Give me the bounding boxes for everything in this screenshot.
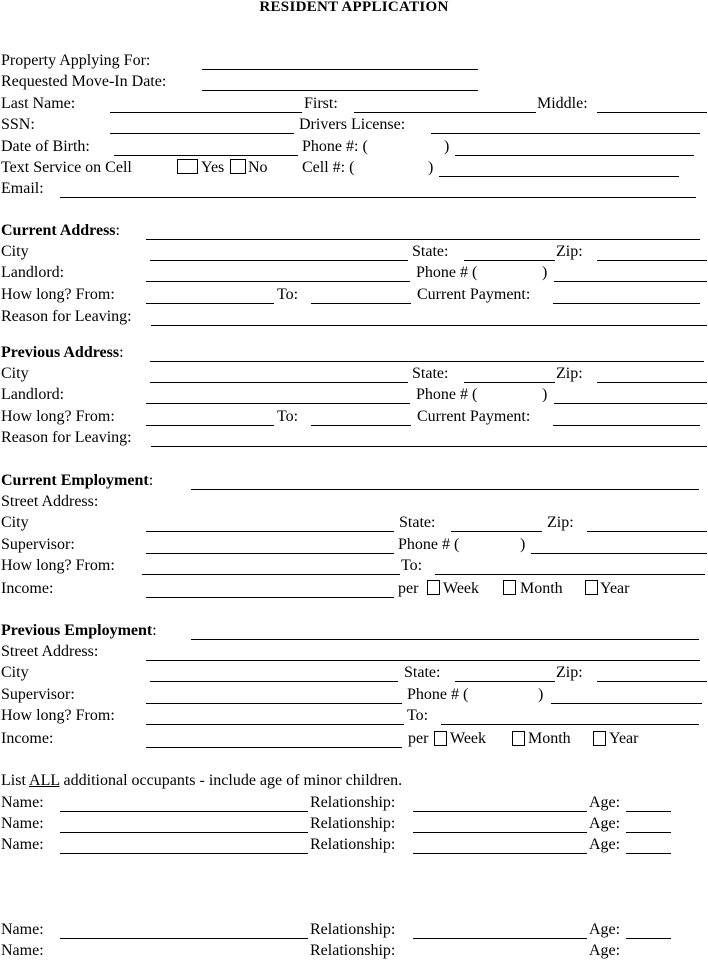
cell-paren: ) — [428, 159, 434, 176]
occupant-name-field[interactable] — [60, 853, 308, 854]
occupant-age-label: Age: — [589, 815, 621, 832]
current-emp-from-field[interactable] — [142, 574, 400, 575]
previous-month-checkbox[interactable] — [512, 731, 525, 746]
previous-emp-to-field[interactable] — [441, 724, 699, 725]
email-field[interactable] — [60, 197, 696, 198]
email-label: Email: — [1, 180, 44, 197]
previous-supervisor-label: Supervisor: — [1, 686, 75, 703]
current-state-field[interactable] — [464, 260, 555, 261]
previous-emp-zip-field[interactable] — [597, 681, 707, 682]
previous-from-field[interactable] — [146, 425, 274, 426]
previous-to-label: To: — [277, 408, 299, 425]
occupant-name-field[interactable] — [60, 811, 308, 812]
occupant-name-field[interactable] — [60, 938, 308, 939]
previous-week-checkbox[interactable] — [434, 731, 447, 746]
current-emp-state-label: State: — [399, 514, 436, 531]
occupant-relationship-field[interactable] — [413, 832, 587, 833]
previous-landlord-label: Landlord: — [1, 386, 65, 403]
current-emp-phone-field[interactable] — [531, 553, 707, 554]
previous-landlord-phone-paren: ) — [542, 386, 548, 403]
current-city-label: City — [1, 243, 29, 260]
current-emp-city-label: City — [1, 514, 29, 531]
occupant-name-field[interactable] — [60, 832, 308, 833]
previous-year-checkbox[interactable] — [593, 731, 606, 746]
previous-to-field[interactable] — [311, 425, 411, 426]
current-to-label: To: — [277, 286, 299, 303]
previous-landlord-phone-label: Phone # ( — [416, 386, 478, 403]
current-payment-label: Current Payment: — [417, 286, 531, 303]
current-landlord-phone-paren: ) — [542, 264, 548, 281]
text-yes-label: Yes — [201, 159, 225, 176]
current-zip-label: Zip: — [556, 243, 583, 260]
occupant-age-field[interactable] — [626, 811, 671, 812]
previous-emp-city-label: City — [1, 664, 29, 681]
previous-zip-label: Zip: — [556, 365, 583, 382]
middle-name-field[interactable] — [597, 112, 707, 113]
current-emp-state-field[interactable] — [451, 531, 542, 532]
current-emp-street-label: Street Address: — [1, 493, 99, 510]
property-label: Property Applying For: — [1, 52, 151, 69]
occupant-age-label: Age: — [589, 794, 621, 811]
current-howlong-label: How long? From: — [1, 286, 115, 303]
cell-label: Cell #: ( — [302, 159, 355, 176]
occupant-relationship-field[interactable] — [413, 938, 587, 939]
occupant-name-label: Name: — [1, 836, 44, 853]
previous-city-label: City — [1, 365, 29, 382]
previous-emp-phone-field[interactable] — [551, 703, 702, 704]
previous-state-label: State: — [412, 365, 449, 382]
occupant-relationship-label: Relationship: — [310, 836, 396, 853]
current-address-heading: Current Address: — [1, 222, 120, 239]
text-service-label: Text Service on Cell — [1, 159, 132, 176]
occupant-age-label: Age: — [589, 836, 621, 853]
previous-emp-city-field[interactable] — [150, 681, 398, 682]
current-week-checkbox[interactable] — [427, 580, 440, 595]
current-reason-label: Reason for Leaving: — [1, 308, 132, 325]
occupant-age-field[interactable] — [626, 938, 671, 939]
occupant-age-label: Age: — [589, 921, 621, 938]
previous-zip-field[interactable] — [597, 382, 707, 383]
movein-field[interactable] — [202, 90, 478, 91]
dob-label: Date of Birth: — [1, 138, 90, 155]
previous-landlord-phone-field[interactable] — [554, 403, 707, 404]
movein-label: Requested Move-In Date: — [1, 73, 167, 90]
text-no-label: No — [248, 159, 268, 176]
current-emp-howlong-label: How long? From: — [1, 557, 115, 574]
phone-label: Phone #: ( — [302, 138, 368, 155]
current-year-checkbox[interactable] — [585, 580, 598, 595]
current-week-label: Week — [443, 580, 480, 597]
drivers-license-label: Drivers License: — [299, 116, 406, 133]
current-employment-heading: Current Employment: — [1, 472, 154, 489]
current-address-field[interactable] — [146, 239, 700, 240]
current-income-per: per — [398, 580, 419, 597]
current-emp-to-field[interactable] — [435, 574, 705, 575]
previous-emp-howlong-label: How long? From: — [1, 707, 115, 724]
ssn-field[interactable] — [110, 133, 294, 134]
form-title: RESIDENT APPLICATION — [259, 0, 449, 15]
previous-emp-to-label: To: — [407, 707, 429, 724]
previous-emp-state-field[interactable] — [455, 681, 555, 682]
previous-emp-phone-label: Phone # ( — [407, 686, 469, 703]
text-no-checkbox[interactable] — [230, 159, 246, 174]
current-payment-field[interactable] — [553, 303, 700, 304]
occupant-relationship-label: Relationship: — [310, 942, 396, 959]
current-income-field[interactable] — [146, 597, 394, 598]
occupant-age-label: Age: — [589, 942, 621, 959]
middle-name-label: Middle: — [537, 95, 588, 112]
previous-supervisor-field[interactable] — [146, 703, 402, 704]
first-name-field[interactable] — [354, 112, 536, 113]
previous-month-label: Month — [528, 730, 571, 747]
occupant-age-field[interactable] — [626, 832, 671, 833]
cell-field[interactable] — [439, 176, 679, 177]
previous-payment-field[interactable] — [553, 425, 700, 426]
occupant-relationship-label: Relationship: — [310, 815, 396, 832]
current-to-field[interactable] — [311, 303, 411, 304]
occupant-age-field[interactable] — [626, 853, 671, 854]
previous-emp-state-label: State: — [404, 664, 441, 681]
previous-state-field[interactable] — [464, 382, 555, 383]
previous-address-field[interactable] — [150, 361, 704, 362]
occupant-relationship-label: Relationship: — [310, 921, 396, 938]
previous-howlong-label: How long? From: — [1, 408, 115, 425]
current-state-label: State: — [412, 243, 449, 260]
previous-emp-street-label: Street Address: — [1, 643, 99, 660]
current-month-label: Month — [520, 580, 563, 597]
occupant-relationship-field[interactable] — [413, 853, 587, 854]
previous-employment-heading: Previous Employment: — [1, 622, 157, 639]
previous-emp-zip-label: Zip: — [556, 664, 583, 681]
current-zip-field[interactable] — [597, 260, 707, 261]
current-reason-field[interactable] — [151, 325, 707, 326]
previous-reason-field[interactable] — [151, 446, 707, 447]
current-employer-field[interactable] — [191, 489, 699, 490]
current-landlord-phone-label: Phone # ( — [416, 264, 478, 281]
text-yes-checkbox[interactable] — [177, 159, 198, 174]
current-emp-phone-label: Phone # ( — [398, 536, 460, 553]
previous-employer-field[interactable] — [191, 639, 699, 640]
previous-income-field[interactable] — [146, 747, 402, 748]
current-landlord-phone-field[interactable] — [554, 281, 707, 282]
current-income-label: Income: — [1, 580, 54, 597]
current-supervisor-label: Supervisor: — [1, 536, 75, 553]
previous-city-field[interactable] — [150, 382, 408, 383]
previous-year-label: Year — [609, 730, 639, 747]
previous-address-heading: Previous Address: — [1, 344, 124, 361]
previous-income-label: Income: — [1, 730, 54, 747]
first-name-label: First: — [304, 95, 338, 112]
previous-reason-label: Reason for Leaving: — [1, 429, 132, 446]
previous-emp-street-field[interactable] — [146, 660, 700, 661]
property-field[interactable] — [202, 69, 478, 70]
current-emp-zip-label: Zip: — [547, 514, 574, 531]
current-landlord-label: Landlord: — [1, 264, 65, 281]
dob-field[interactable] — [114, 155, 298, 156]
previous-income-per: per — [408, 730, 429, 747]
current-year-label: Year — [600, 580, 630, 597]
previous-emp-phone-paren: ) — [538, 686, 544, 703]
drivers-license-field[interactable] — [431, 133, 700, 134]
occupant-name-label: Name: — [1, 921, 44, 938]
occupant-relationship-label: Relationship: — [310, 794, 396, 811]
current-emp-phone-paren: ) — [520, 536, 526, 553]
last-name-label: Last Name: — [1, 95, 76, 112]
current-from-field[interactable] — [146, 303, 274, 304]
phone-paren: ) — [444, 138, 450, 155]
current-emp-to-label: To: — [401, 557, 423, 574]
previous-emp-from-field[interactable] — [146, 724, 404, 725]
current-city-field[interactable] — [150, 260, 408, 261]
current-emp-city-field[interactable] — [146, 531, 394, 532]
current-landlord-field[interactable] — [146, 281, 410, 282]
current-month-checkbox[interactable] — [503, 580, 516, 595]
previous-payment-label: Current Payment: — [417, 408, 531, 425]
occupant-name-label: Name: — [1, 942, 44, 959]
ssn-label: SSN: — [1, 116, 35, 133]
occupant-relationship-field[interactable] — [413, 811, 587, 812]
phone-field[interactable] — [455, 155, 694, 156]
occupants-instructions: List ALL additional occupants - include age of minor children. — [1, 772, 403, 789]
occupant-name-label: Name: — [1, 815, 44, 832]
occupant-name-label: Name: — [1, 794, 44, 811]
previous-landlord-field[interactable] — [146, 403, 410, 404]
previous-week-label: Week — [450, 730, 487, 747]
current-emp-zip-field[interactable] — [587, 531, 707, 532]
current-supervisor-field[interactable] — [146, 553, 394, 554]
last-name-field[interactable] — [110, 112, 302, 113]
